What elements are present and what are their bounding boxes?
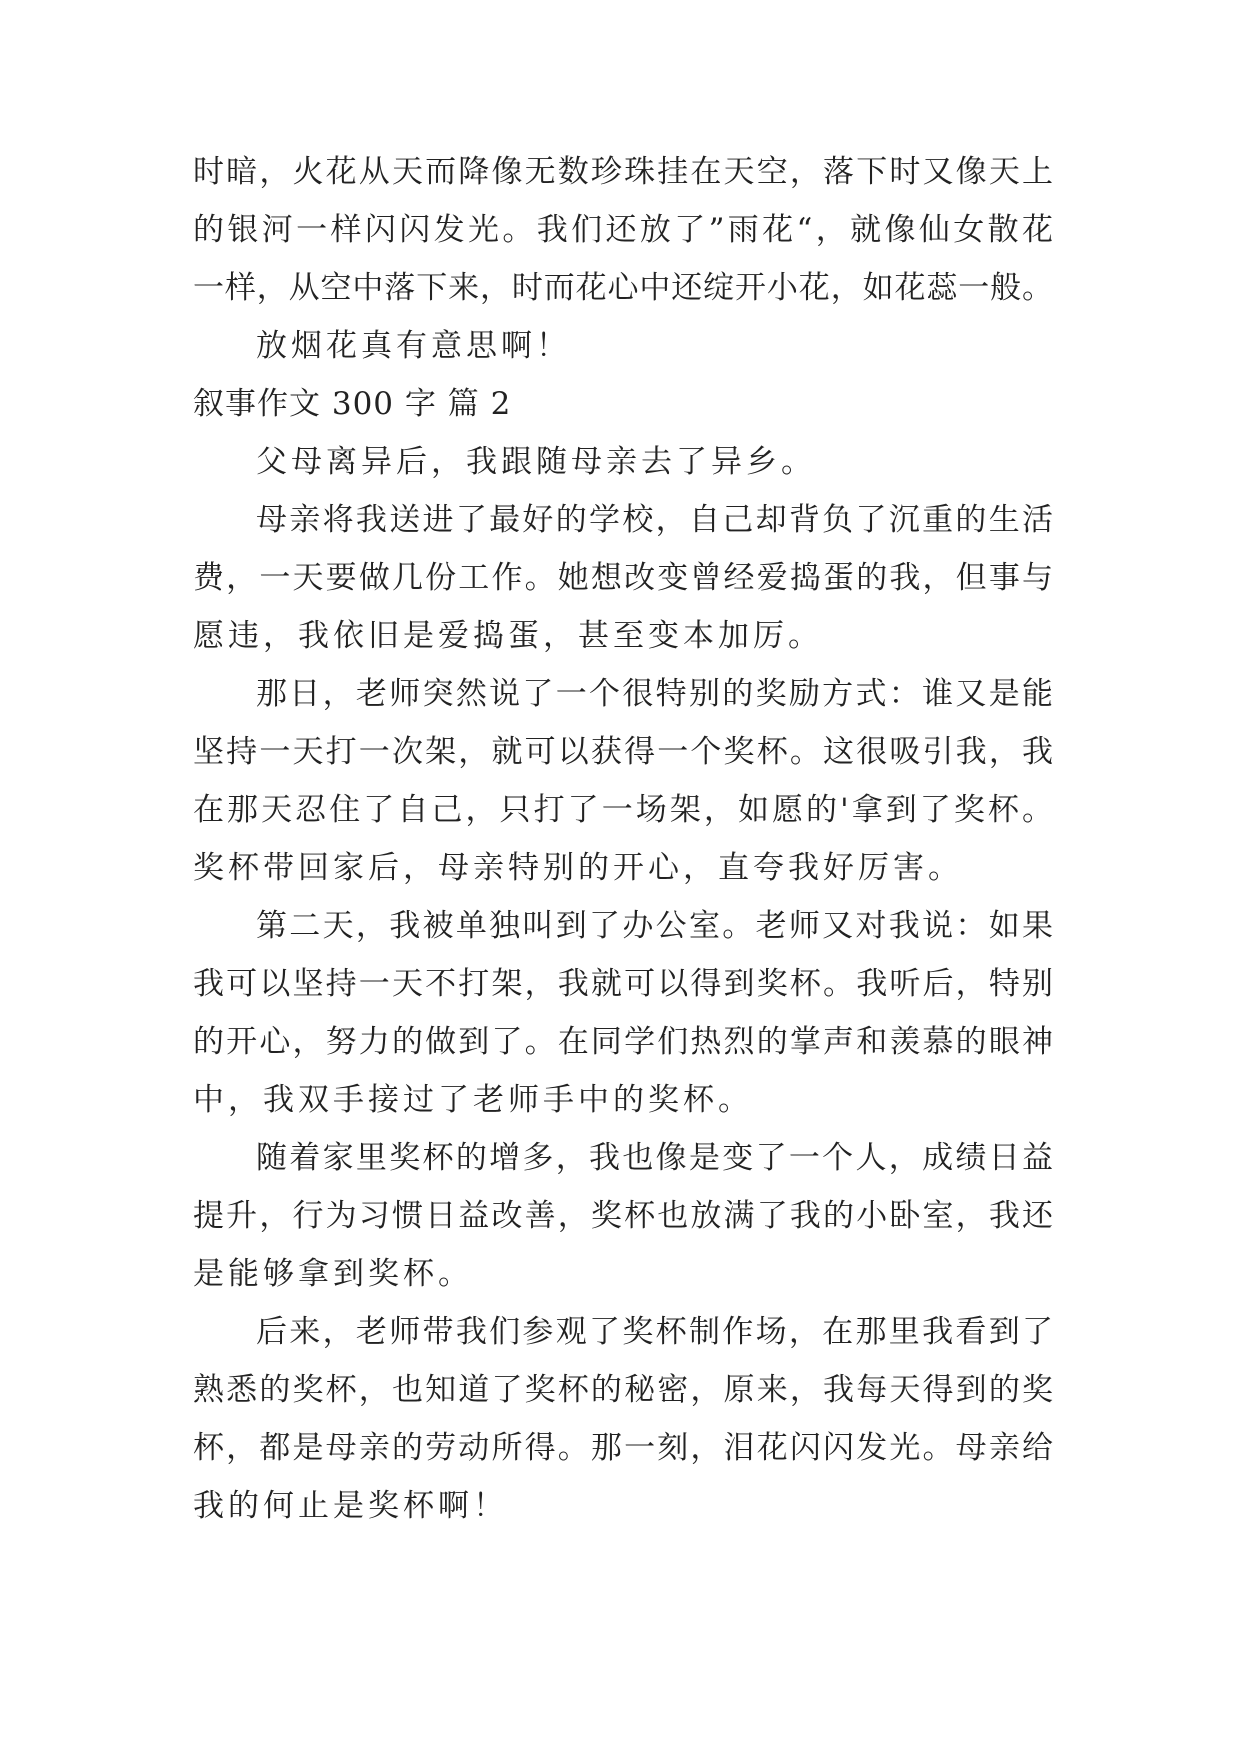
text-line: 是能够拿到奖杯。 <box>193 1256 473 1292</box>
section-heading: 叙事作文 300 字 篇 2 <box>193 386 512 422</box>
text-line: 我的何止是奖杯啊！ <box>193 1488 508 1524</box>
text-line: 放烟花真有意思啊！ <box>256 328 571 364</box>
text-line: 母亲将我送进了最好的学校，自己却背负了沉重的生活 <box>256 502 1053 538</box>
text-line: 愿违，我依旧是爱捣蛋，甚至变本加厉。 <box>193 618 823 654</box>
text-line: 中，我双手接过了老师手中的奖杯。 <box>193 1082 753 1118</box>
text-line: 奖杯带回家后，母亲特别的开心，直夸我好厉害。 <box>193 850 963 886</box>
text-line: 后来，老师带我们参观了奖杯制作场，在那里我看到了 <box>256 1314 1053 1350</box>
text-line: 随着家里奖杯的增多，我也像是变了一个人，成绩日益 <box>256 1140 1053 1176</box>
text-line: 熟悉的奖杯，也知道了奖杯的秘密，原来，我每天得到的奖 <box>193 1372 1053 1408</box>
text-line: 一样，从空中落下来，时而花心中还绽开小花，如花蕊一般。 <box>193 270 1053 306</box>
text-line: 坚持一天打一次架，就可以获得一个奖杯。这很吸引我，我 <box>193 734 1053 770</box>
text-line: 我可以坚持一天不打架，我就可以得到奖杯。我听后，特别 <box>193 966 1053 1002</box>
text-line: 那日，老师突然说了一个很特别的奖励方式：谁又是能 <box>256 676 1053 712</box>
text-line: 提升，行为习惯日益改善，奖杯也放满了我的小卧室，我还 <box>193 1198 1053 1234</box>
text-line: 的银河一样闪闪发光。我们还放了”雨花“，就像仙女散花 <box>193 212 1053 248</box>
text-line: 费，一天要做几份工作。她想改变曾经爱捣蛋的我，但事与 <box>193 560 1053 596</box>
text-line: 第二天，我被单独叫到了办公室。老师又对我说：如果 <box>256 908 1053 944</box>
text-line: 杯，都是母亲的劳动所得。那一刻，泪花闪闪发光。母亲给 <box>193 1430 1053 1466</box>
text-line: 的开心，努力的做到了。在同学们热烈的掌声和羡慕的眼神 <box>193 1024 1053 1060</box>
text-line: 时暗，火花从天而降像无数珍珠挂在天空，落下时又像天上 <box>193 154 1053 190</box>
text-line: 父母离异后，我跟随母亲去了异乡。 <box>256 444 816 480</box>
text-line: 在那天忍住了自己，只打了一场架，如愿的'拿到了奖杯。 <box>193 792 1053 828</box>
